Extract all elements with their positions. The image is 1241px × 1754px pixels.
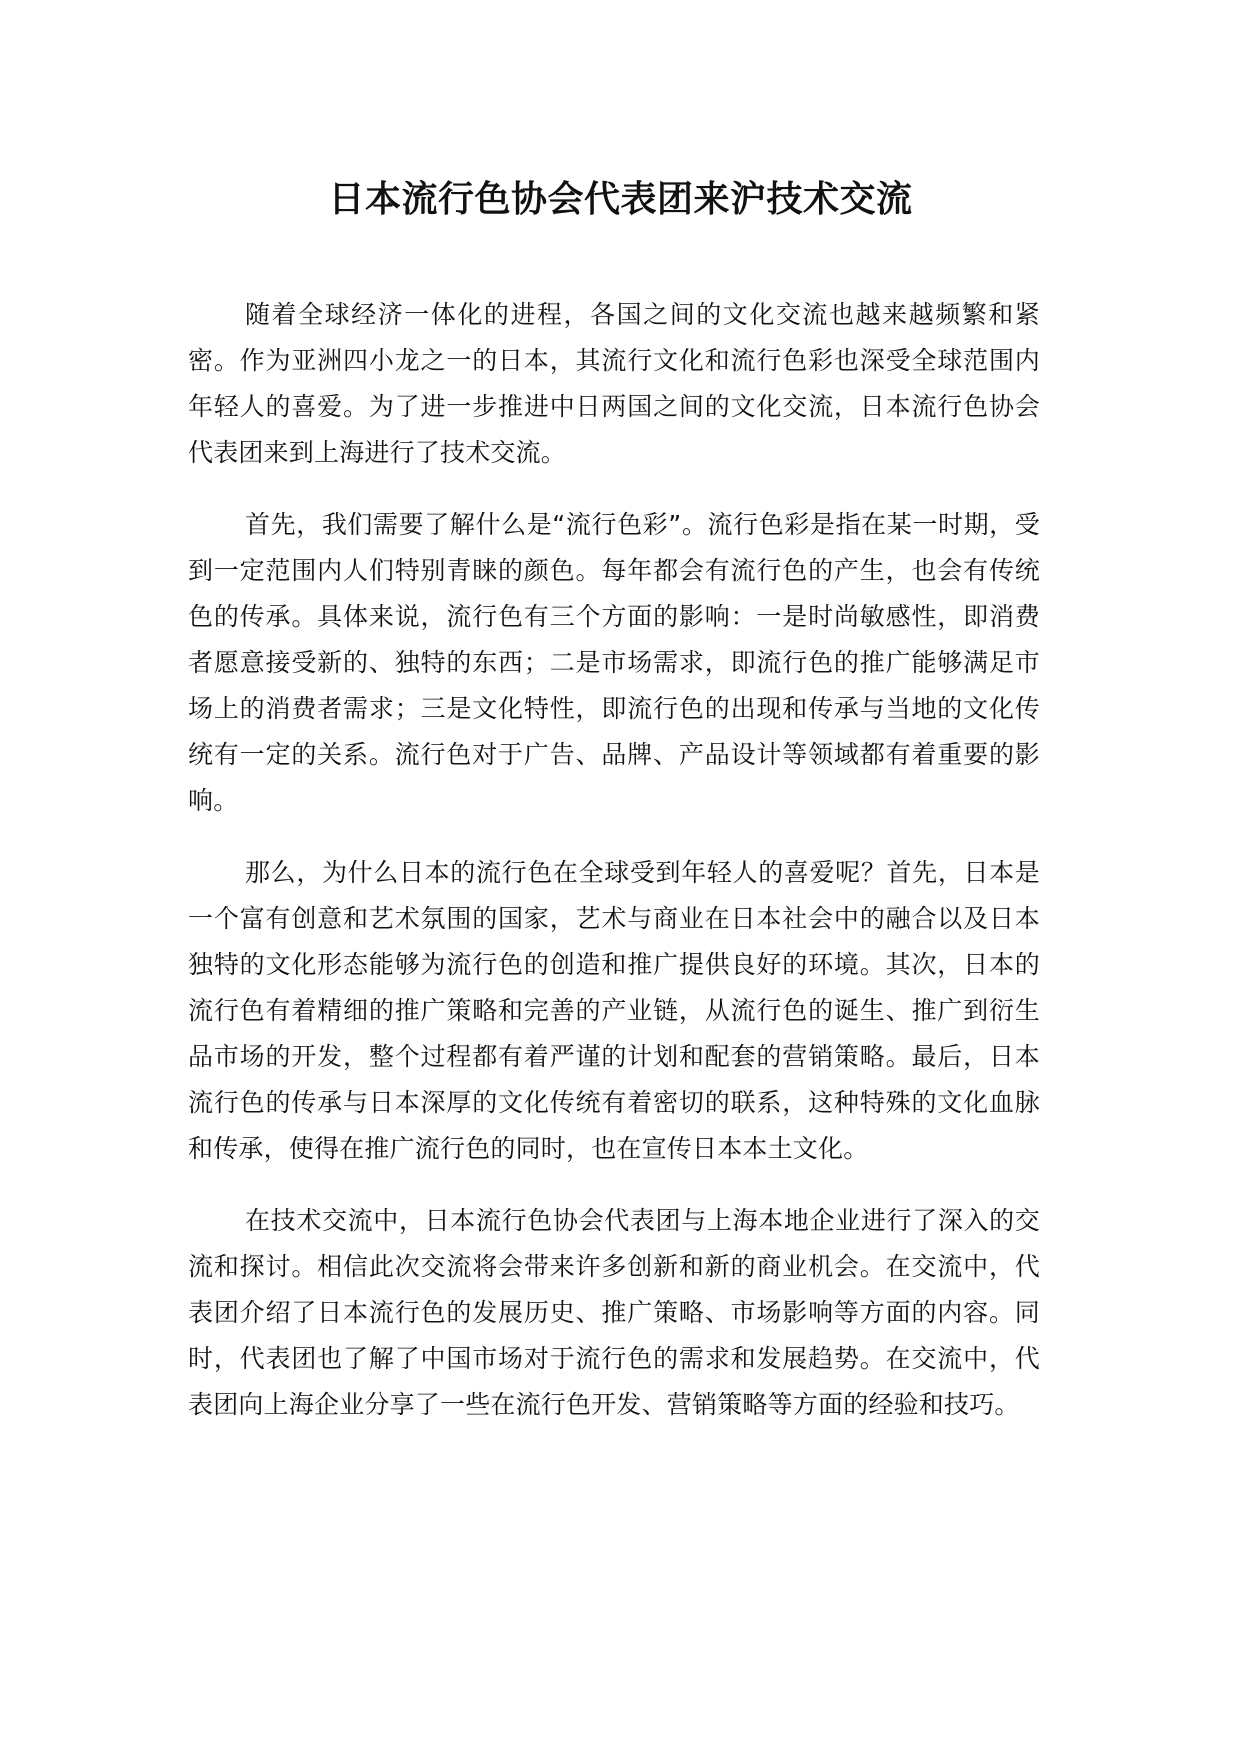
paragraph-4: 在技术交流中，日本流行色协会代表团与上海本地企业进行了深入的交流和探讨。相信此次交流将会带来许多创新和新的商业机会。在交流中，代表团介绍了日本流行色的发展历史、推广策略、市场影响等方面的内容。同时，代表团也了解了中国市场对于流行色的需求和发展趋势。在交流中，代表团向上海企业分享了一些在流行色开发、营销策略等方面的经验和技巧。 bbox=[188, 1206, 1040, 1419]
document-title: 日本流行色协会代表团来沪技术交流 bbox=[328, 179, 913, 220]
paragraph-1: 随着全球经济一体化的进程，各国之间的文化交流也越来越频繁和紧密。作为亚洲四小龙之一的日本，其流行文化和流行色彩也深受全球范围内年轻人的喜爱。为了进一步推进中日两国之间的文化交流，日本流行色协会代表团来到上海进行了技术交流。 bbox=[188, 300, 1040, 467]
paragraph-3: 那么，为什么日本的流行色在全球受到年轻人的喜爱呢？首先，日本是一个富有创意和艺术氛围的国家，艺术与商业在日本社会中的融合以及日本独特的文化形态能够为流行色的创造和推广提供良好的环境。其次，日本的流行色有着精细的推广策略和完善的产业链，从流行色的诞生、推广到衍生品市场的开发，整个过程都有着严谨的计划和配套的营销策略。最后，日本流行色的传承与日本深厚的文化传统有着密切的联系，这种特殊的文化血脉和传承，使得在推广流行色的同时，也在宣传日本本土文化。 bbox=[188, 858, 1040, 1163]
document-body bbox=[188, 292, 1040, 1454]
paragraph-2: 首先，我们需要了解什么是“流行色彩”。流行色彩是指在某一时期，受到一定范围内人们特别青睐的颜色。每年都会有流行色的产生，也会有传统色的传承。具体来说，流行色有三个方面的影响：一是时尚敏感性，即消费者愿意接受新的、独特的东西；二是市场需求，即流行色的推广能够满足市场上的消费者需求；三是文化特性，即流行色的出现和传承与当地的文化传统有一定的关系。流行色对于广告、品牌、产品设计等领域都有着重要的影响。 bbox=[188, 510, 1040, 815]
